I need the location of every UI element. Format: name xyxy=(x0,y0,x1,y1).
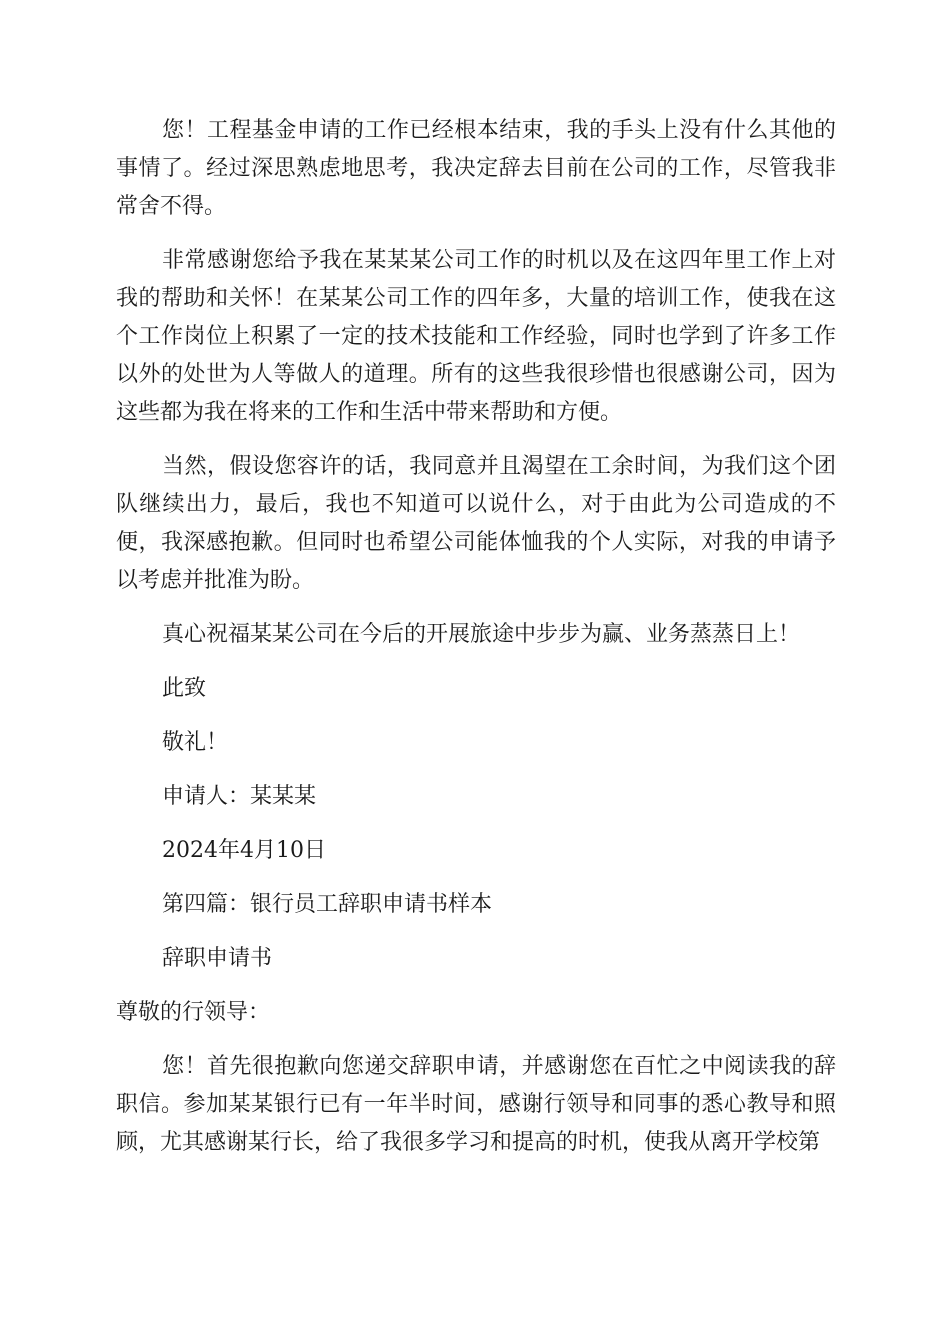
letter-salutation: 尊敬的行领导： xyxy=(116,1000,271,1025)
closing-salute: 敬礼！ xyxy=(162,730,229,755)
letter-date: 2024年4月10日 xyxy=(162,838,326,863)
paragraph-blessing: 真心祝福某某公司在今后的开展旅途中步步为赢、业务蒸蒸日上！ xyxy=(162,622,801,647)
paragraph-work-finished: 您！工程基金申请的工作已经根本结束，我的手头上没有什么其他的事情了。经过深思熟虑地思考，我决定辞去目前在公司的工作，尽管我非常舍不得。 xyxy=(116,118,836,219)
section-heading: 第四篇：银行员工辞职申请书样本 xyxy=(162,892,493,917)
applicant-signature: 申请人：某某某 xyxy=(162,784,317,809)
closing-greeting: 此致 xyxy=(162,676,207,701)
document-page xyxy=(116,112,836,1178)
letter-title: 辞职申请书 xyxy=(162,946,273,971)
paragraph-apology: 当然，假设您容许的话，我同意并且渴望在工余时间，为我们这个团队继续出力，最后，我也不知道可以说什么，对于由此为公司造成的不便，我深感抱歉。但同时也希望公司能体恤我的个人实际，对我的申请予以考虑并批准为盼。 xyxy=(116,454,836,593)
paragraph-bank-resignation: 您！首先很抱歉向您递交辞职申请，并感谢您在百忙之中阅读我的辞职信。参加某某银行已有一年半时间，感谢行领导和同事的悉心教导和照顾，尤其感谢某行长，给了我很多学习和提高的时机，使我从离开学校第 xyxy=(116,1054,836,1155)
paragraph-thanks: 非常感谢您给予我在某某某公司工作的时机以及在这四年里工作上对我的帮助和关怀！在某某公司工作的四年多，大量的培训工作，使我在这个工作岗位上积累了一定的技术技能和工作经验，同时也学到了许多工作以外的处世为人等做人的道理。所有的这些我很珍惜也很感谢公司，因为这些都为我在将来的工作和生活中带来帮助和方便。 xyxy=(116,248,836,425)
